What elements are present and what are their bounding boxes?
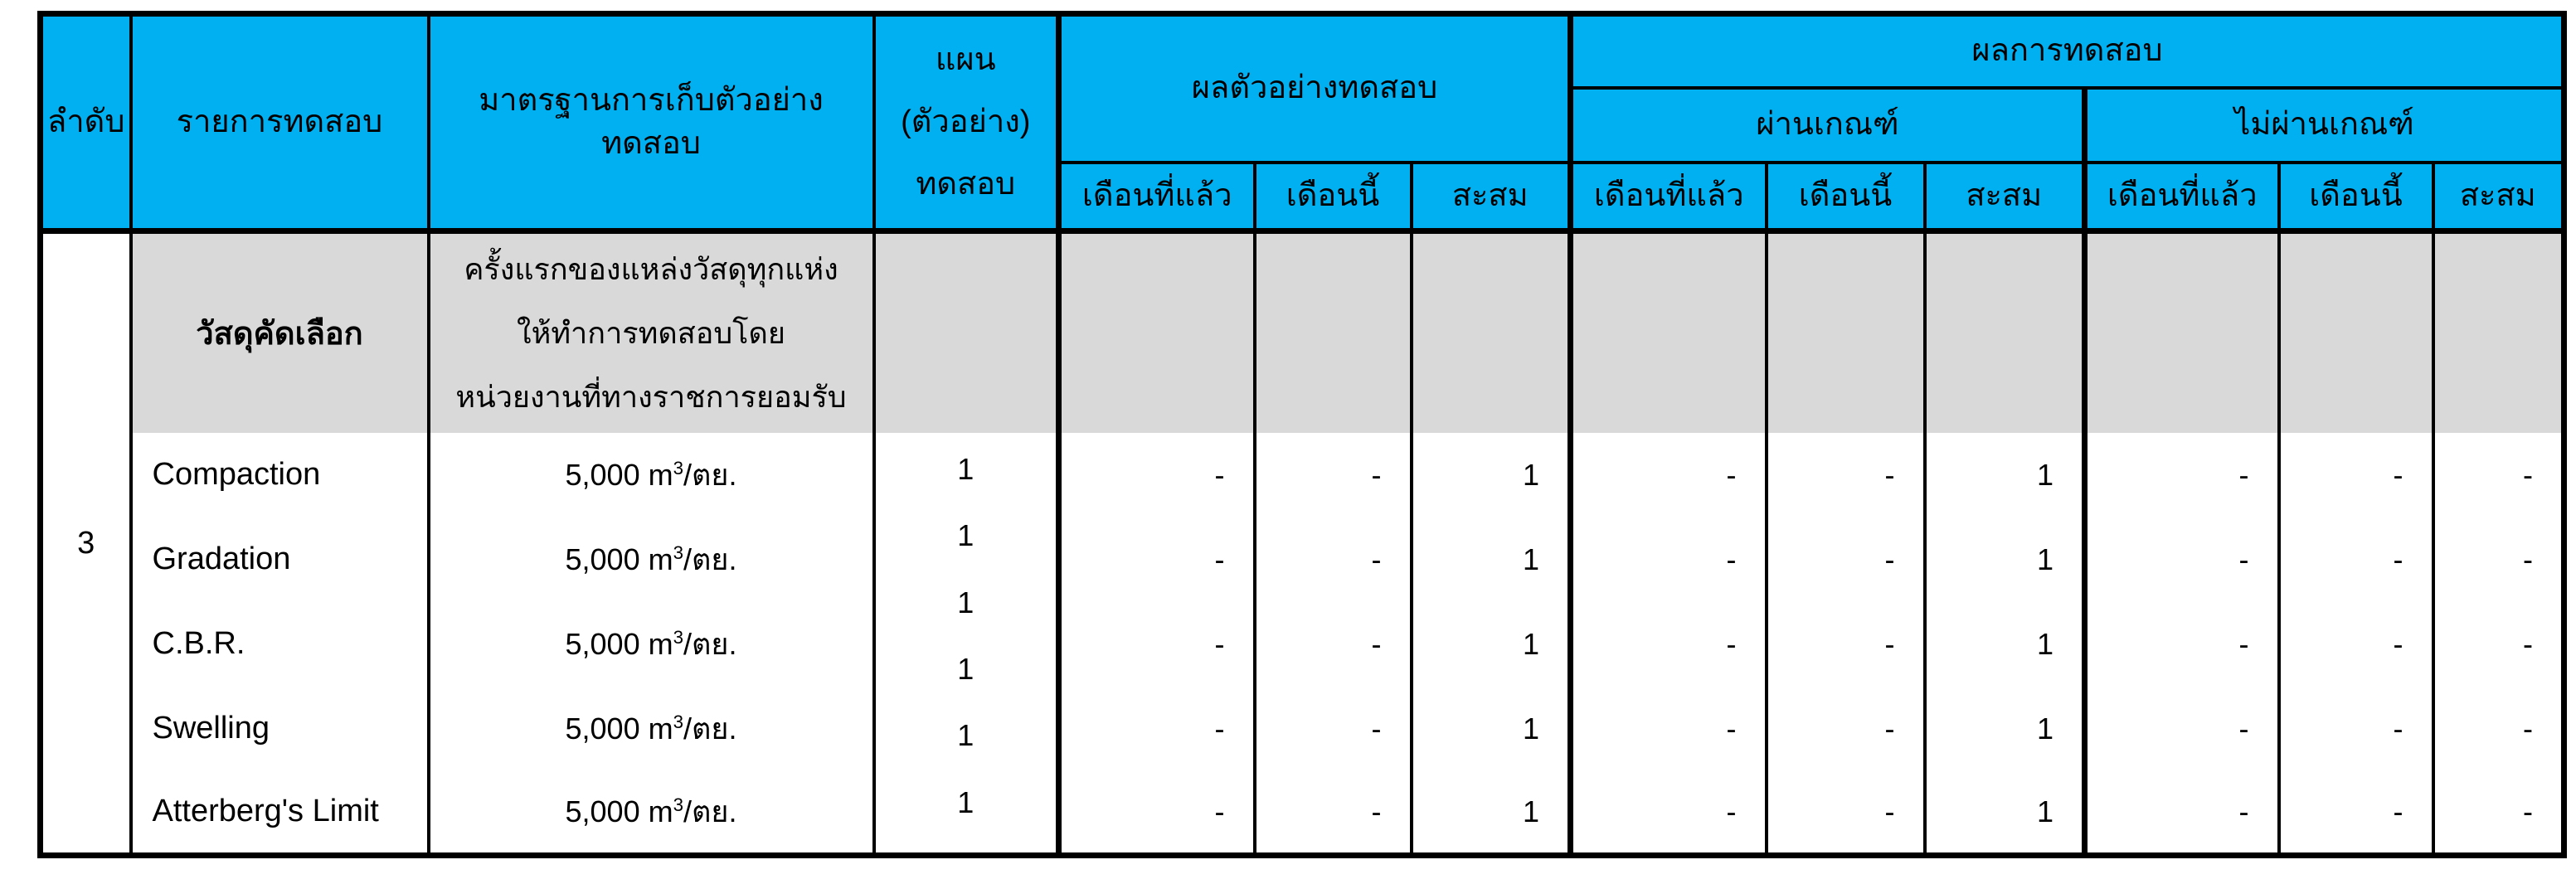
plan-value: 1 xyxy=(957,651,975,686)
test-row xyxy=(41,687,2564,771)
pass-cumulative-value: 1 xyxy=(1925,687,2085,771)
empty-cell xyxy=(1255,231,1412,433)
material-group-name: วัสดุคัดเลือก xyxy=(131,231,429,433)
fail-cumulative-value: - xyxy=(2433,771,2564,856)
pass-this-month-value: - xyxy=(1767,771,1925,856)
pass-this-month-value: - xyxy=(1767,602,1925,687)
test-row xyxy=(41,433,2564,517)
superscript-3: 3 xyxy=(673,712,683,732)
material-group-row xyxy=(41,231,2564,433)
pass-cumulative-value: 1 xyxy=(1925,517,2085,602)
empty-cell xyxy=(2085,231,2279,433)
sample-this-month-value: - xyxy=(1255,517,1412,602)
test-row xyxy=(41,771,2564,856)
fail-last-month-value: - xyxy=(2085,771,2279,856)
sample-cumulative-value: 1 xyxy=(1412,433,1571,517)
material-standard-note-line3: หน่วยงานที่ทางราชการยอมรับ xyxy=(455,380,847,415)
fail-this-month-value: - xyxy=(2279,687,2433,771)
empty-cell xyxy=(874,231,1059,433)
pass-last-month-value: - xyxy=(1571,602,1767,687)
header-fail-last-month: เดือนที่แล้ว xyxy=(2085,163,2279,231)
pass-this-month-value: - xyxy=(1767,433,1925,517)
pass-this-month-value: - xyxy=(1767,687,1925,771)
plan-values-cell xyxy=(874,433,1059,856)
sample-this-month-value: - xyxy=(1255,433,1412,517)
superscript-3: 3 xyxy=(673,627,683,648)
fail-cumulative-value: - xyxy=(2433,687,2564,771)
sample-last-month-value: - xyxy=(1059,771,1255,856)
pass-cumulative-value: 1 xyxy=(1925,433,2085,517)
material-standard-note-line2: ให้ทำการทดสอบโดย xyxy=(517,316,785,351)
table-header xyxy=(41,14,2564,231)
pass-cumulative-value: 1 xyxy=(1925,602,2085,687)
fail-cumulative-value: - xyxy=(2433,602,2564,687)
header-group-test-results: ผลการทดสอบ xyxy=(1571,14,2564,88)
header-fail-this-month: เดือนนี้ xyxy=(2279,163,2433,231)
superscript-3: 3 xyxy=(673,458,683,478)
sample-last-month-value: - xyxy=(1059,433,1255,517)
fail-cumulative-value: - xyxy=(2433,517,2564,602)
test-name: C.B.R. xyxy=(131,602,429,687)
empty-cell xyxy=(1767,231,1925,433)
superscript-3: 3 xyxy=(673,542,683,563)
header-plan-line2: (ตัวอย่าง) xyxy=(901,104,1031,139)
sample-cumulative-value: 1 xyxy=(1412,687,1571,771)
sample-last-month-value: - xyxy=(1059,517,1255,602)
qc-test-report-table xyxy=(37,11,2567,858)
fail-last-month-value: - xyxy=(2085,602,2279,687)
sample-this-month-value: - xyxy=(1255,602,1412,687)
header-plan xyxy=(874,14,1059,231)
sample-last-month-value: - xyxy=(1059,602,1255,687)
sample-cumulative-value: 1 xyxy=(1412,771,1571,856)
header-group-sample-results: ผลตัวอย่างทดสอบ xyxy=(1059,14,1571,163)
plan-value: 1 xyxy=(957,718,975,753)
sample-cumulative-value: 1 xyxy=(1412,517,1571,602)
empty-cell xyxy=(2433,231,2564,433)
test-row xyxy=(41,602,2564,687)
standard-value: 5,000 $m^3/$ตย. xyxy=(429,602,874,687)
fail-last-month-value: - xyxy=(2085,687,2279,771)
header-fail-cumulative: สะสม xyxy=(2433,163,2564,231)
empty-cell xyxy=(1412,231,1571,433)
plan-value: 1 xyxy=(957,451,975,486)
header-standard-line2: ทดสอบ xyxy=(601,125,701,161)
plan-value: 1 xyxy=(957,784,975,819)
superscript-3: 3 xyxy=(673,794,683,816)
header-group-fail: ไม่ผ่านเกณฑ์ xyxy=(2085,88,2564,163)
pass-this-month-value: - xyxy=(1767,517,1925,602)
empty-cell xyxy=(1571,231,1767,433)
header-plan-line3: ทดสอบ xyxy=(916,166,1016,202)
fail-cumulative-value: - xyxy=(2433,433,2564,517)
fail-this-month-value: - xyxy=(2279,602,2433,687)
standard-value: 5,000 $m^3/$ตย. xyxy=(429,517,874,602)
fail-last-month-value: - xyxy=(2085,517,2279,602)
header-standard xyxy=(429,14,874,231)
header-pass-last-month: เดือนที่แล้ว xyxy=(1571,163,1767,231)
test-row xyxy=(41,517,2564,602)
header-sample-last-month: เดือนที่แล้ว xyxy=(1059,163,1255,231)
pass-last-month-value: - xyxy=(1571,771,1767,856)
sample-last-month-value: - xyxy=(1059,687,1255,771)
sample-this-month-value: - xyxy=(1255,771,1412,856)
empty-cell xyxy=(2279,231,2433,433)
header-plan-line1: แผน xyxy=(935,42,996,78)
fail-this-month-value: - xyxy=(2279,771,2433,856)
pass-last-month-value: - xyxy=(1571,517,1767,602)
fail-last-month-value: - xyxy=(2085,433,2279,517)
header-sample-cumulative: สะสม xyxy=(1412,163,1571,231)
header-sample-this-month: เดือนนี้ xyxy=(1255,163,1412,231)
pass-last-month-value: - xyxy=(1571,687,1767,771)
standard-value: 5,000 $m^3/$ตย. xyxy=(429,771,874,856)
standard-value: 5,000 $m^3/$ตย. xyxy=(429,687,874,771)
plan-value: 1 xyxy=(957,585,975,619)
pass-last-month-value: - xyxy=(1571,433,1767,517)
material-standard-note xyxy=(429,231,874,433)
test-name: Compaction xyxy=(131,433,429,517)
sample-this-month-value: - xyxy=(1255,687,1412,771)
plan-value: 1 xyxy=(957,518,975,553)
test-name: Gradation xyxy=(131,517,429,602)
test-name: Atterberg's Limit xyxy=(131,771,429,856)
header-order: ลำดับ xyxy=(41,14,131,231)
header-test-item: รายการทดสอบ xyxy=(131,14,429,231)
header-pass-cumulative: สะสม xyxy=(1925,163,2085,231)
header-group-pass: ผ่านเกณฑ์ xyxy=(1571,88,2085,163)
empty-cell xyxy=(1059,231,1255,433)
order-number-cell: 3 xyxy=(41,231,131,856)
fail-this-month-value: - xyxy=(2279,433,2433,517)
fail-this-month-value: - xyxy=(2279,517,2433,602)
pass-cumulative-value: 1 xyxy=(1925,771,2085,856)
table-body xyxy=(41,231,2564,856)
sample-cumulative-value: 1 xyxy=(1412,602,1571,687)
header-pass-this-month: เดือนนี้ xyxy=(1767,163,1925,231)
test-name: Swelling xyxy=(131,687,429,771)
header-standard-line1: มาตรฐานการเก็บตัวอย่าง xyxy=(479,83,824,119)
standard-value: 5,000 $m^3/$ตย. xyxy=(429,433,874,517)
empty-cell xyxy=(1925,231,2085,433)
material-standard-note-line1: ครั้งแรกของแหล่งวัสดุทุกแห่ง xyxy=(464,251,838,286)
